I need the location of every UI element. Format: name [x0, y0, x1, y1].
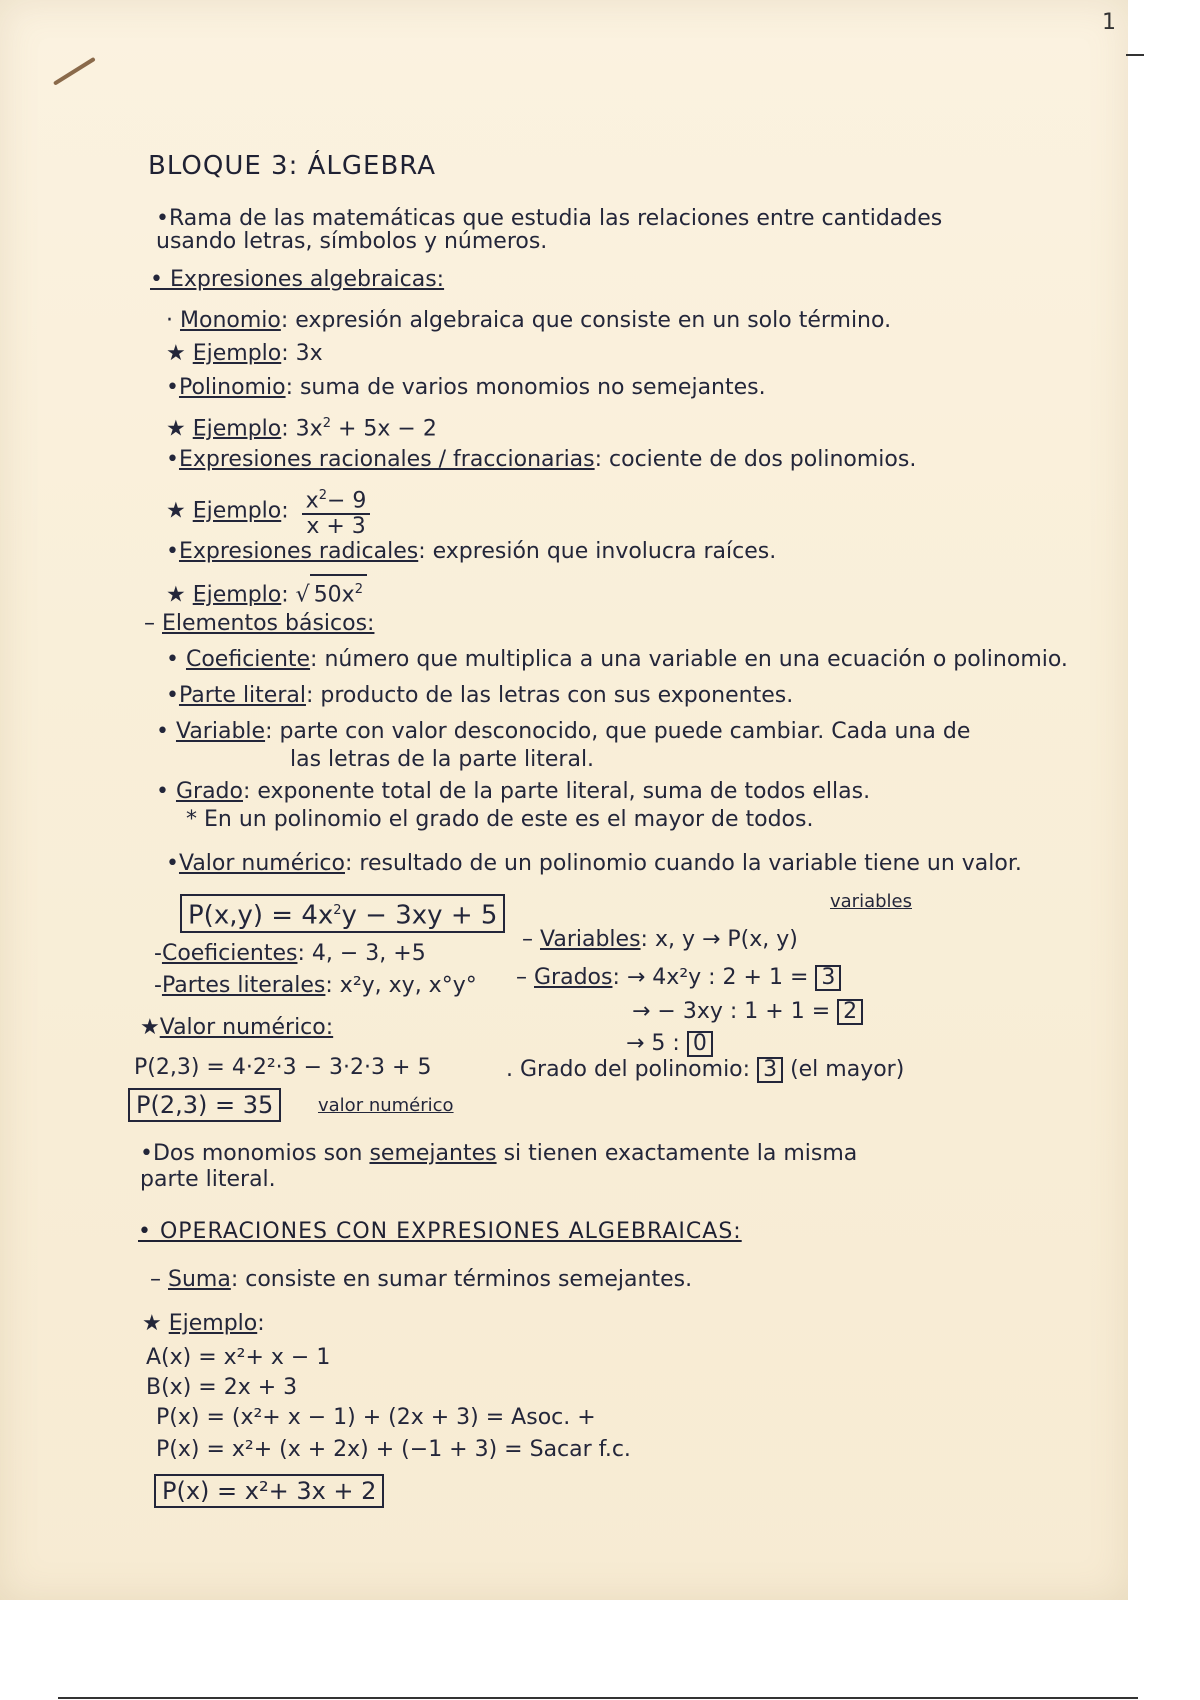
- variable-text-1: : parte con valor desconocido, que puede cambiar. Cada una de: [265, 719, 971, 744]
- racionales-text: : cociente de dos polinomios.: [594, 447, 917, 472]
- grado-2-box: 2: [837, 999, 863, 1025]
- grado-line: • Grado: exponente total de la parte literal, suma de todos ellas.: [156, 779, 871, 804]
- semejantes-b: semejantes: [369, 1141, 497, 1166]
- partes-values: : x²y, xy, x°y°: [325, 973, 477, 998]
- suma-example-label: Ejemplo: [168, 1311, 258, 1336]
- grados-label: Grados: [534, 965, 613, 990]
- grados-line-1: – Grados: → 4x²y : 2 + 1 = 3: [516, 964, 841, 992]
- valor-result-box: P(2,3) = 35: [128, 1088, 281, 1122]
- semejantes-c: si tienen exactamente la misma: [496, 1141, 858, 1166]
- valor-label: Valor numérico: [178, 851, 345, 876]
- racionales-example: ★ Ejemplo: $\frac{x^2- 9}{x + 3}$: [166, 484, 370, 539]
- variables-line: – Variables: x, y → P(x, y): [522, 927, 798, 952]
- coeficientes-line: -Coeficientes: 4, − 3, +5: [154, 941, 426, 966]
- fraction: $\frac{x^2- 9}{x + 3}$: [302, 484, 371, 539]
- fraction-numerator-b: − 9: [326, 488, 367, 514]
- suma-example-line: ★ Ejemplo:: [142, 1311, 265, 1336]
- grado-label: Grado: [175, 779, 243, 804]
- polynomial-box-a: P(x,y) = 4x: [188, 900, 334, 931]
- valor-numerico-example-label: Valor numérico:: [159, 1015, 334, 1040]
- grados-line-3: [626, 1030, 713, 1058]
- radicand: $50x^2$: [310, 574, 367, 609]
- monomio-label: Monomio: [180, 308, 281, 333]
- polinomio-label: Polinomio: [178, 375, 286, 400]
- valor-text: : resultado de un polinomio cuando la variable tiene un valor.: [344, 851, 1022, 876]
- coeficiente-label: Coeficiente: [185, 647, 311, 672]
- grado-2: → − 3xy : 1 + 1 =: [632, 999, 831, 1024]
- grado-note: * En un polinomio el grado de este es el mayor de todos.: [186, 807, 814, 832]
- racionales-line: •Expresiones racionales / fraccionarias: cociente de dos polinomios.: [166, 447, 917, 472]
- page-title: BLOQUE 3: ÁLGEBRA: [148, 151, 437, 181]
- monomio-example-label: Ejemplo: [192, 341, 282, 366]
- coeficientes-label: Coeficientes: [161, 941, 298, 966]
- monomio-text: : expresión algebraica que consiste en un solo término.: [280, 308, 892, 333]
- radicand-text: 50x: [313, 582, 355, 608]
- partes-line: -Partes literales: x²y, xy, x°y°: [154, 973, 477, 998]
- grado-3-box: 0: [687, 1031, 713, 1057]
- racionales-example-colon: :: [281, 498, 289, 524]
- grados-line-2: [632, 998, 863, 1026]
- semejantes-a: •Dos monomios son: [140, 1141, 370, 1166]
- page-number: 1: [1102, 10, 1116, 35]
- grado-1: : → 4x²y : 2 + 1 =: [612, 965, 809, 990]
- page-margin: [1128, 0, 1200, 1600]
- radicales-label: Expresiones radicales: [178, 539, 419, 564]
- valor-result-line: [128, 1088, 281, 1122]
- ax-line: A(x) = x²+ x − 1: [146, 1345, 331, 1370]
- coeficiente-text: : número que multiplica a una variable en una ecuación o polinomio.: [310, 647, 1068, 672]
- racionales-label: Expresiones racionales / fraccionarias: [178, 447, 595, 472]
- valor-result-note: valor numérico: [318, 1095, 454, 1116]
- polinomio-example: ★ Ejemplo: $3x^2 + 5x - 2$: [166, 416, 437, 442]
- radicales-text: : expresión que involucra raíces.: [418, 539, 777, 564]
- radicales-line: •Expresiones radicales: expresión que involucra raíces.: [166, 539, 777, 564]
- monomio-example-value: : 3x: [281, 341, 323, 366]
- suma-text: : consiste en sumar términos semejantes.: [230, 1267, 693, 1292]
- polinomio-example-colon: :: [281, 416, 289, 442]
- grado-3: → 5 :: [626, 1031, 680, 1056]
- radicales-example-colon: :: [281, 582, 289, 608]
- variable-label: Variable: [175, 719, 266, 744]
- variables-label: Variables: [540, 927, 641, 952]
- valor-numerico-example-line: ★Valor numérico:: [140, 1015, 334, 1040]
- variable-line: • Variable: parte con valor desconocido, que puede cambiar. Cada una de: [156, 719, 971, 744]
- footer-rule: [58, 1697, 1138, 1699]
- variables-tag: variables: [830, 891, 912, 912]
- literal-label: Parte literal: [178, 683, 306, 708]
- grado-text: : exponente total de la parte literal, suma de todos ellas.: [242, 779, 871, 804]
- grado-polinomio-label: . Grado del polinomio:: [506, 1057, 751, 1082]
- px-line-1: P(x) = (x²+ x − 1) + (2x + 3) = Asoc. +: [156, 1405, 596, 1430]
- grado-polinomio-note: (el mayor): [790, 1057, 905, 1082]
- px-result-box: P(x) = x²+ 3x + 2: [154, 1474, 384, 1508]
- semejantes-line: [140, 1140, 857, 1168]
- radicales-example: ★ Ejemplo: √ $50x^2$: [166, 574, 367, 609]
- monomio-example: ★ Ejemplo: 3x: [166, 341, 323, 366]
- variables-values: : x, y → P(x, y): [640, 927, 798, 952]
- grado-polinomio-line: [506, 1056, 904, 1084]
- section-heading-expresiones: • Expresiones algebraicas:: [150, 267, 445, 292]
- valor-line: •Valor numérico: resultado de un polinomio cuando la variable tiene un valor.: [166, 851, 1022, 876]
- section-heading-operaciones: • OPERACIONES CON EXPRESIONES ALGEBRAICAS:: [138, 1219, 742, 1244]
- radicales-example-label: Ejemplo: [192, 582, 282, 608]
- intro-line-1: •Rama de las matemáticas que estudia las relaciones entre cantidades: [156, 206, 943, 231]
- coeficientes-values: : 4, − 3, +5: [297, 941, 426, 966]
- racionales-example-label: Ejemplo: [192, 498, 282, 524]
- polynomial-box-b: y − 3xy + 5: [341, 900, 498, 931]
- side-mark: [1126, 54, 1144, 56]
- fraction-denominator: x + 3: [306, 514, 366, 540]
- sqrt-icon: √: [295, 582, 310, 608]
- literal-line: •Parte literal: producto de las letras con sus exponentes.: [166, 683, 794, 708]
- polynomial-box: $P(x,y) = 4x^2y - 3xy + 5$: [180, 894, 505, 933]
- polinomio-example-term-b: + 5x − 2: [337, 416, 437, 442]
- fraction-numerator-a: x: [305, 488, 319, 514]
- suma-label: Suma: [168, 1267, 231, 1292]
- coeficiente-line: • Coeficiente: número que multiplica a una variable en una ecuación o polinomio.: [166, 647, 1068, 672]
- polinomio-line: •Polinomio: suma de varios monomios no semejantes.: [166, 375, 766, 400]
- grado-polinomio-box: 3: [757, 1057, 783, 1083]
- section-heading-elementos: Elementos básicos:: [162, 611, 375, 636]
- valor-calculation: P(2,3) = 4·2²·3 − 3·2·3 + 5: [134, 1055, 432, 1080]
- suma-line: – Suma: consiste en sumar términos semejantes.: [150, 1267, 693, 1292]
- elementos-heading-line: – Elementos básicos:: [144, 611, 375, 636]
- partes-label: Partes literales: [161, 973, 326, 998]
- polinomio-text: : suma de varios monomios no semejantes.: [285, 375, 766, 400]
- variable-text-2: las letras de la parte literal.: [290, 747, 595, 772]
- px-result-line: [154, 1474, 384, 1508]
- px-line-2: P(x) = x²+ (x + 2x) + (−1 + 3) = Sacar f.c.: [156, 1437, 631, 1462]
- literal-text: : producto de las letras con sus exponentes.: [305, 683, 794, 708]
- bx-line: B(x) = 2x + 3: [146, 1375, 298, 1400]
- monomio-line: · Monomio: expresión algebraica que consiste en un solo término.: [166, 308, 892, 333]
- semejantes-line-2: parte literal.: [140, 1167, 276, 1192]
- intro-line-2: usando letras, símbolos y números.: [156, 229, 548, 254]
- polinomio-example-term-a: 3x: [295, 416, 323, 442]
- polinomio-example-label: Ejemplo: [192, 416, 282, 442]
- grado-1-box: 3: [815, 965, 841, 991]
- suma-example-colon: :: [257, 1311, 265, 1336]
